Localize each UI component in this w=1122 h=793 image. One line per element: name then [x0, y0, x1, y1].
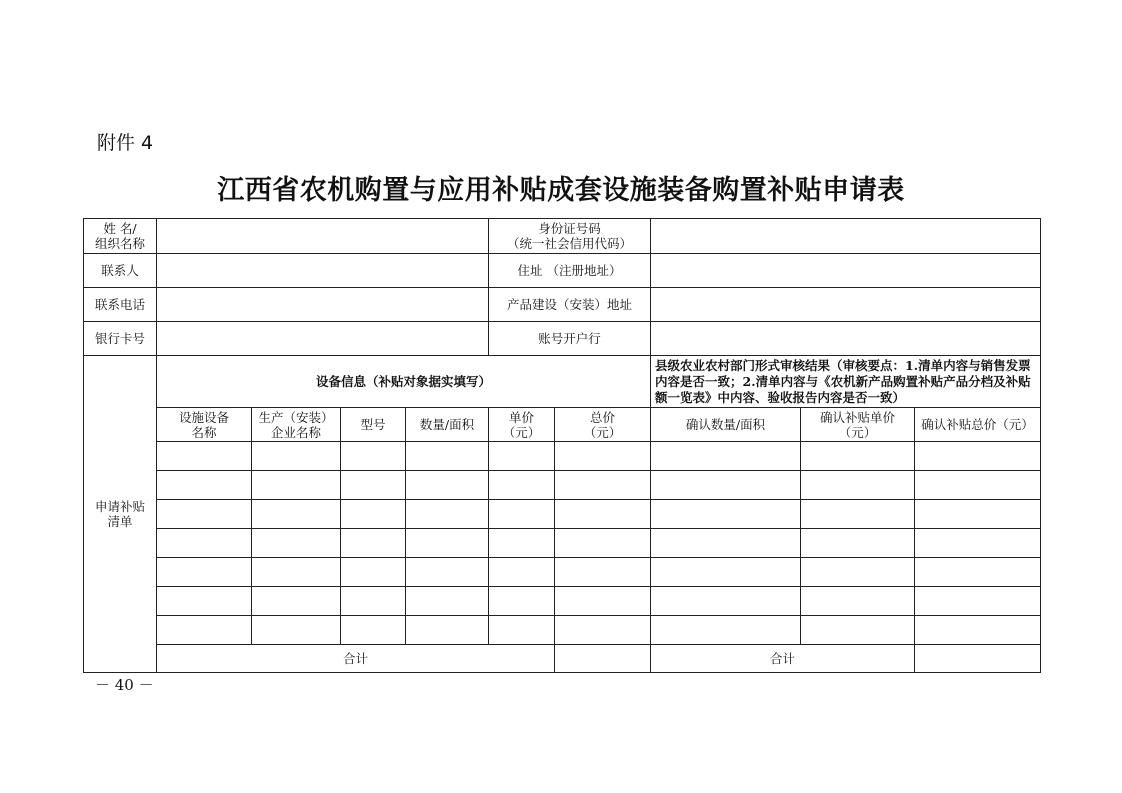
table-row	[84, 529, 1041, 558]
col-equipment-name	[157, 408, 252, 442]
col-total-price	[555, 408, 651, 442]
col-confirmed-quantity: 确认数量/面积	[651, 408, 801, 442]
cell[interactable]	[406, 616, 489, 645]
bank-card-field[interactable]	[157, 322, 489, 356]
cell[interactable]	[801, 500, 915, 529]
contact-label: 联系人	[84, 254, 157, 288]
cell[interactable]	[341, 529, 406, 558]
cell[interactable]	[801, 529, 915, 558]
cell[interactable]	[651, 500, 801, 529]
page-number: － 40 －	[95, 676, 154, 694]
id-label-line1: 身份证号码	[538, 221, 601, 236]
cell[interactable]	[651, 471, 801, 500]
name-label-line2: 组织名称	[94, 236, 145, 251]
name-field[interactable]	[157, 219, 489, 254]
col-model: 型号	[341, 408, 406, 442]
cell[interactable]	[489, 616, 555, 645]
cell[interactable]	[341, 587, 406, 616]
cell[interactable]	[915, 529, 1041, 558]
cell[interactable]	[651, 529, 801, 558]
table-row	[84, 616, 1041, 645]
cell[interactable]	[157, 529, 252, 558]
cell[interactable]	[341, 442, 406, 471]
cell[interactable]	[915, 616, 1041, 645]
name-label-line1: 姓 名/	[103, 221, 137, 236]
col-confirmed-total-subsidy: 确认补贴总价（元）	[915, 408, 1041, 442]
id-label-line2: （统一社会信用代码）	[507, 236, 633, 251]
cell[interactable]	[489, 529, 555, 558]
col-manufacturer	[252, 408, 341, 442]
col-confirmed-unit-subsidy-line1: 确认补贴单价	[820, 409, 896, 425]
cell[interactable]	[489, 500, 555, 529]
cell[interactable]	[651, 558, 801, 587]
cell[interactable]	[406, 529, 489, 558]
table-row	[84, 558, 1041, 587]
total-label-right: 合计	[651, 645, 915, 673]
cell[interactable]	[555, 529, 651, 558]
install-address-field[interactable]	[651, 288, 1041, 322]
phone-label: 联系电话	[84, 288, 157, 322]
cell[interactable]	[157, 442, 252, 471]
totals-row	[84, 645, 1041, 673]
total-label-left: 合计	[157, 645, 555, 673]
bank-branch-label: 账号开户行	[489, 322, 651, 356]
col-equipment-name-line1: 设施设备	[178, 409, 229, 425]
cell[interactable]	[651, 616, 801, 645]
cell[interactable]	[341, 471, 406, 500]
cell[interactable]	[252, 500, 341, 529]
page-title: 江西省农机购置与应用补贴成套设施装备购置补贴申请表	[217, 175, 905, 206]
cell[interactable]	[252, 471, 341, 500]
cell[interactable]	[489, 558, 555, 587]
review-header: 县级农业农村部门形式审核结果（审核要点：1.清单内容与销售发票内容是否一致；2.清单内容与《农机新产品购置补贴产品分档及补贴额一览表》中内容、验收报告内容是否一致）	[651, 356, 1041, 408]
col-unit-price-line1: 单价	[508, 409, 534, 425]
total-subsidy-sum[interactable]	[915, 645, 1041, 673]
table-row	[84, 442, 1041, 471]
cell[interactable]	[801, 471, 915, 500]
bank-card-label: 银行卡号	[84, 322, 157, 356]
cell[interactable]	[252, 529, 341, 558]
cell[interactable]	[555, 471, 651, 500]
col-unit-price-line2: （元）	[502, 424, 541, 440]
col-equipment-name-line2: 名称	[191, 424, 217, 440]
col-confirmed-unit-subsidy	[801, 408, 915, 442]
col-confirmed-unit-subsidy-line2: （元）	[838, 424, 877, 440]
table-row	[84, 587, 1041, 616]
cell[interactable]	[406, 558, 489, 587]
total-price-sum[interactable]	[555, 645, 651, 673]
cell[interactable]	[157, 558, 252, 587]
cell[interactable]	[801, 558, 915, 587]
cell[interactable]	[489, 442, 555, 471]
address-field[interactable]	[651, 254, 1041, 288]
cell[interactable]	[252, 587, 341, 616]
cell[interactable]	[157, 471, 252, 500]
id-field[interactable]	[651, 219, 1041, 254]
bank-branch-field[interactable]	[651, 322, 1041, 356]
table-row	[84, 471, 1041, 500]
col-manufacturer-line2: 企业名称	[270, 424, 321, 440]
attachment-label: 附件 4	[97, 132, 154, 154]
cell[interactable]	[801, 587, 915, 616]
col-total-price-line2: （元）	[583, 424, 622, 440]
cell[interactable]	[555, 500, 651, 529]
cell[interactable]	[406, 500, 489, 529]
subsidy-list-label	[84, 356, 157, 673]
cell[interactable]	[252, 442, 341, 471]
cell[interactable]	[801, 442, 915, 471]
cell[interactable]	[157, 616, 252, 645]
subsidy-application-table	[83, 218, 1041, 673]
cell[interactable]	[252, 558, 341, 587]
cell[interactable]	[406, 442, 489, 471]
col-quantity-area: 数量/面积	[406, 408, 489, 442]
cell[interactable]	[651, 587, 801, 616]
cell[interactable]	[157, 500, 252, 529]
cell[interactable]	[915, 471, 1041, 500]
cell[interactable]	[555, 442, 651, 471]
col-manufacturer-line1: 生产（安装）	[258, 409, 334, 425]
id-label	[489, 219, 651, 254]
contact-field[interactable]	[157, 254, 489, 288]
subsidy-list-label-line1: 申请补贴	[94, 499, 145, 514]
name-label	[84, 219, 157, 254]
cell[interactable]	[252, 616, 341, 645]
cell[interactable]	[406, 471, 489, 500]
cell[interactable]	[555, 587, 651, 616]
col-unit-price	[489, 408, 555, 442]
cell[interactable]	[489, 587, 555, 616]
cell[interactable]	[341, 500, 406, 529]
cell[interactable]	[341, 558, 406, 587]
cell[interactable]	[801, 616, 915, 645]
address-label: 住址 （注册地址）	[489, 254, 651, 288]
cell[interactable]	[555, 558, 651, 587]
cell[interactable]	[341, 616, 406, 645]
equipment-info-header: 设备信息（补贴对象据实填写）	[157, 356, 651, 408]
cell[interactable]	[489, 471, 555, 500]
table-row	[84, 500, 1041, 529]
cell[interactable]	[157, 587, 252, 616]
subsidy-list-label-line2: 清单	[107, 514, 133, 529]
cell[interactable]	[915, 442, 1041, 471]
cell[interactable]	[915, 500, 1041, 529]
install-address-label: 产品建设（安装）地址	[489, 288, 651, 322]
cell[interactable]	[915, 587, 1041, 616]
cell[interactable]	[915, 558, 1041, 587]
cell[interactable]	[406, 587, 489, 616]
cell[interactable]	[651, 442, 801, 471]
phone-field[interactable]	[157, 288, 489, 322]
col-total-price-line1: 总价	[590, 409, 616, 425]
cell[interactable]	[555, 616, 651, 645]
